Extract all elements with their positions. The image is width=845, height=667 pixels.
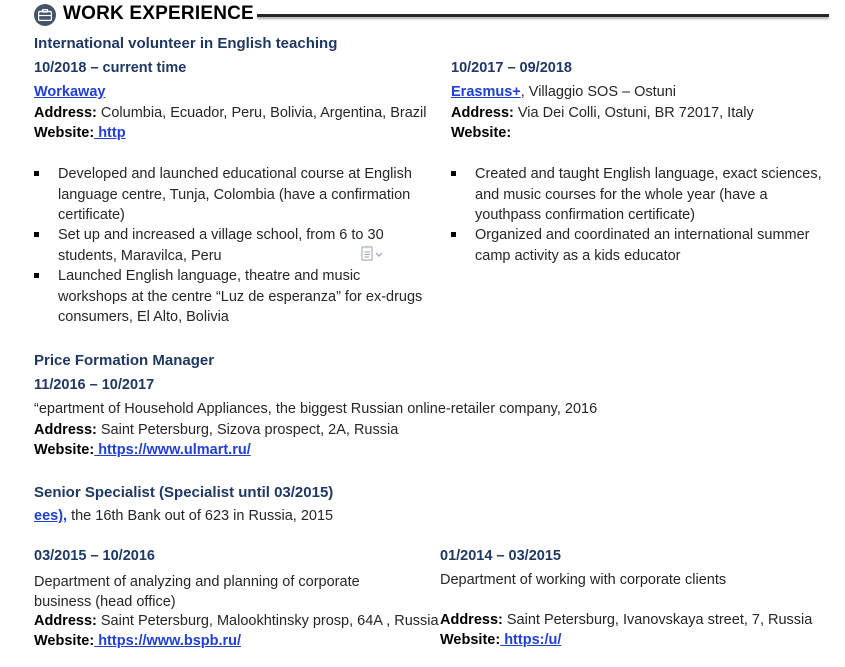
website-label: Website: [34,125,95,141]
list-item [475,164,835,226]
paste-options-icon[interactable] [360,245,384,263]
section-divider [257,14,829,17]
job-dates: 03/2015 – 10/2016 [34,548,155,564]
address-label: Address: [34,105,97,121]
job-title: Price Formation Manager [34,352,215,369]
address-line [34,613,439,629]
address-label: Address: [451,105,514,121]
job-dates: 01/2014 – 03/2015 [440,548,561,564]
list-item [58,164,418,226]
list-item [58,266,430,328]
website-label: Website: [34,442,95,458]
list-item [475,225,815,266]
job-title: Senior Specialist (Specialist until 03/2015) [34,484,334,501]
bullet-marker [451,171,456,176]
website-line [451,125,511,141]
list-item [58,225,388,266]
address-label: Address: [34,422,97,438]
job-description: Department of working with corporate clients [440,572,727,588]
address-line [451,105,754,121]
website-line [34,633,241,649]
address-line [440,612,812,628]
bullet-text: Set up and increased a village school, from 6 to 30 students, Maravilca, Peru [58,227,384,264]
address-value: Saint Petersburg, Malookhtinsky prosp, 64A , Russia [96,613,439,629]
job-dates: 10/2017 – 09/2018 [451,60,572,76]
website-link[interactable]: https:/u/ [500,632,562,648]
job-dates: 10/2018 – current time [34,60,187,76]
job-dates: 11/2016 – 10/2017 [34,377,155,393]
briefcase-icon [34,4,56,26]
address-line [34,422,398,438]
org-link[interactable]: Erasmus+ [451,84,521,100]
website-link[interactable]: https://www.ulmart.ru/ [94,442,251,458]
org-text: , Villaggio SOS – Ostuni [520,84,677,100]
org-link[interactable]: Workaway [34,84,106,100]
org-line [451,84,676,100]
website-link[interactable]: http [94,125,126,141]
bullet-marker [34,232,39,237]
website-label: Website: [451,125,512,141]
website-link[interactable]: https://www.bspb.ru/ [94,633,242,649]
address-label: Address: [440,612,503,628]
org-link[interactable]: ees), [34,508,68,524]
website-line [440,632,561,648]
website-line [34,442,251,458]
address-label: Address: [34,613,97,629]
section-heading [34,2,834,28]
bullet-text: Organized and coordinated an international summer camp activity as a kids educator [475,227,810,264]
org-line [34,508,333,524]
address-value: Via Dei Colli, Ostuni, BR 72017, Italy [513,105,754,121]
org-text: the 16th Bank out of 623 in Russia, 2015 [67,508,334,524]
address-value: Saint Petersburg, Ivanovskaya street, 7, Russia [502,612,813,628]
bullet-text: Created and taught English language, exact sciences, and music courses for the whole year (have a youthpass confirmation certificate) [475,166,822,223]
address-value: Saint Petersburg, Sizova prospect, 2A, Russia [96,422,399,438]
bullet-marker [34,273,39,278]
section-title: WORK EXPERIENCE [63,3,254,24]
job-description: Department of analyzing and planning of corporate business (head office) [34,574,360,610]
job-description: “epartment of Household Appliances, the biggest Russian online-retailer company, 2016 [34,401,598,417]
address-value: Columbia, Ecuador, Peru, Bolivia, Argentina, Brazil [96,105,427,121]
bullet-marker [451,232,456,237]
bullet-text: Developed and launched educational course at English language centre, Tunja, Colombia (have a confirmation certificate) [58,166,412,223]
bullet-marker [34,171,39,176]
bullet-text: Launched English language, theatre and music workshops at the centre “Luz de esperanza” for ex-drugs consumers, El Alto, Bolivia [58,268,423,325]
org-line [34,84,105,100]
address-line [34,105,427,121]
website-label: Website: [440,632,501,648]
website-label: Website: [34,633,95,649]
website-line [34,125,126,141]
job-title: International volunteer in English teaching [34,35,338,52]
